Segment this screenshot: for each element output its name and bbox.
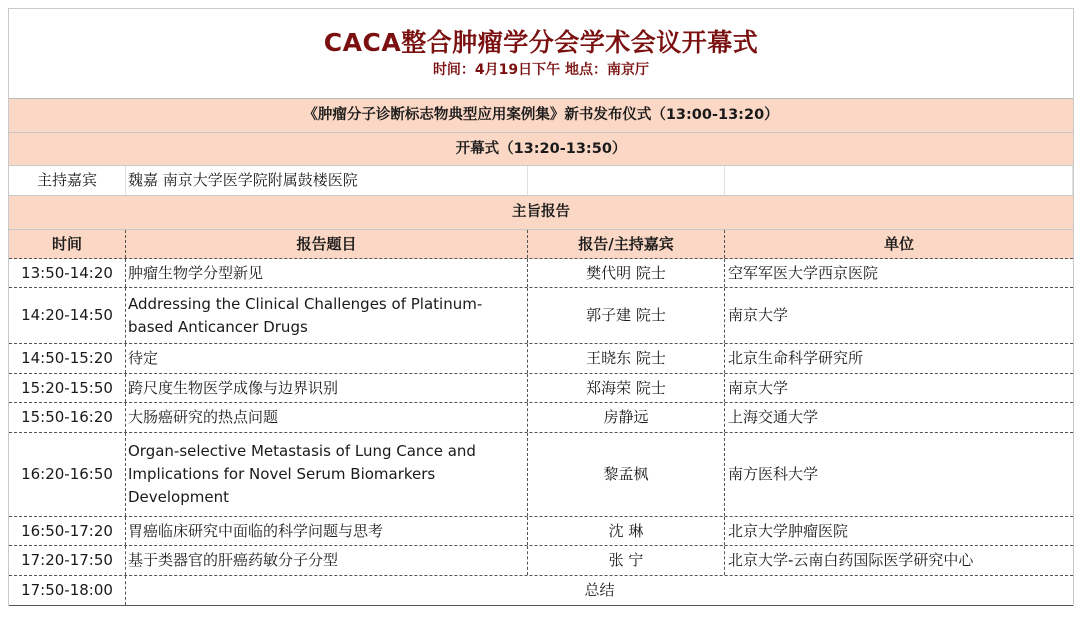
row-time: 16:50-17:20 xyxy=(9,517,126,545)
row-topic: 胃癌临床研究中面临的科学问题与思考 xyxy=(126,517,528,545)
table-row xyxy=(9,517,1073,546)
table-row xyxy=(9,433,1073,517)
row-org: 南京大学 xyxy=(728,306,789,324)
row-time: 16:20-16:50 xyxy=(9,433,126,516)
agenda-sheet xyxy=(8,8,1074,606)
row-time: 15:50-16:20 xyxy=(9,403,126,432)
row-time: 14:50-15:20 xyxy=(9,344,126,373)
row-topic: 大肠癌研究的热点问题 xyxy=(126,403,528,432)
event-time-location: 时间：4月19日下午 地点：南京厅 xyxy=(432,62,650,78)
host-label: 主持嘉宾 xyxy=(9,166,126,195)
col-header-org: 单位 xyxy=(883,234,914,253)
row-speaker: 王晓东 院士 xyxy=(528,344,725,373)
row-topic: 待定 xyxy=(126,344,528,373)
summary-time: 17:50-18:00 xyxy=(9,576,126,605)
row-org: 北京大学-云南白药国际医学研究中心 xyxy=(728,551,974,569)
table-row xyxy=(9,374,1073,403)
host-value: 魏嘉 南京大学医学院附属鼓楼医院 xyxy=(126,166,528,195)
book-launch-band: 《肿瘤分子诊断标志物典型应用案例集》新书发布仪式（13:00-13:20） xyxy=(9,99,1073,133)
row-topic: Addressing the Clinical Challenges of Platinum-based Anticancer Drugs xyxy=(126,288,528,343)
row-org: 南京大学 xyxy=(728,378,789,397)
table-row xyxy=(9,546,1073,576)
row-time: 15:20-15:50 xyxy=(9,374,126,402)
row-speaker: 樊代明 院士 xyxy=(528,259,725,287)
row-speaker: 郭子建 院士 xyxy=(528,288,725,343)
row-speaker: 房静远 xyxy=(528,403,725,432)
keynote-band: 主旨报告 xyxy=(9,196,1073,230)
col-header-topic: 报告题目 xyxy=(126,230,528,258)
col-header-speaker: 报告/主持嘉宾 xyxy=(528,230,725,258)
row-speaker: 沈 琳 xyxy=(528,517,725,545)
row-org: 南方医科大学 xyxy=(728,465,819,483)
row-time: 13:50-14:20 xyxy=(9,259,126,287)
row-speaker: 黎孟枫 xyxy=(528,433,725,516)
row-topic: 跨尺度生物医学成像与边界识别 xyxy=(126,374,528,402)
row-topic: 肿瘤生物学分型新见 xyxy=(126,259,528,287)
table-row xyxy=(9,259,1073,288)
empty-cell xyxy=(528,166,725,195)
col-header-time: 时间 xyxy=(9,230,126,258)
page-title: CACA整合肿瘤学分会学术会议开幕式 xyxy=(323,28,759,57)
host-row xyxy=(9,166,1073,196)
row-org: 北京大学肿瘤医院 xyxy=(728,521,849,540)
row-speaker: 郑海荣 院士 xyxy=(528,374,725,402)
row-speaker: 张 宁 xyxy=(528,546,725,575)
opening-band: 开幕式（13:20-13:50） xyxy=(9,133,1073,166)
summary-row xyxy=(9,576,1073,606)
row-org: 上海交通大学 xyxy=(728,408,819,426)
table-row xyxy=(9,403,1073,433)
row-org: 空军军医大学西京医院 xyxy=(728,263,879,282)
table-header-row xyxy=(9,230,1073,259)
row-topic: 基于类器官的肝癌药敏分子分型 xyxy=(126,546,528,575)
table-row xyxy=(9,288,1073,344)
empty-cell xyxy=(725,166,1073,195)
agenda-header xyxy=(9,8,1073,99)
row-time: 14:20-14:50 xyxy=(9,288,126,343)
row-topic: Organ-selective Metastasis of Lung Cance and Implications for Novel Serum Biomarkers Development xyxy=(126,433,528,516)
row-time: 17:20-17:50 xyxy=(9,546,126,575)
table-row xyxy=(9,344,1073,374)
summary-label: 总结 xyxy=(584,581,615,599)
row-org: 北京生命科学研究所 xyxy=(728,349,864,367)
